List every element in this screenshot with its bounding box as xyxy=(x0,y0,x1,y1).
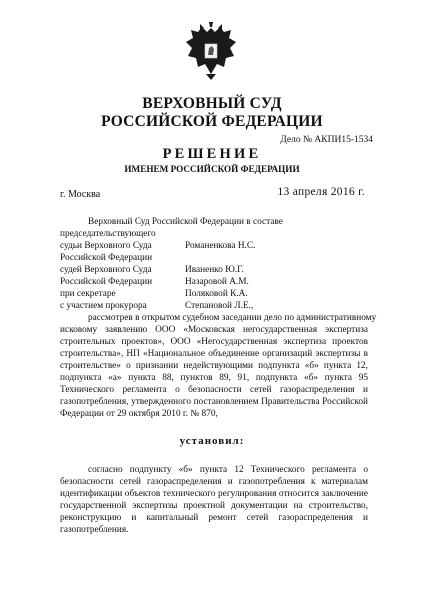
judge-name: Иваненко Ю.Г. xyxy=(185,265,244,275)
body-paragraph-line: Технического регламента о безопасности сетей газораспределения и xyxy=(60,385,368,395)
court-title-line2: РОССИЙСКОЙ ФЕДЕРАЦИИ xyxy=(101,113,323,130)
decision-title: РЕШЕНИЕ xyxy=(162,146,262,162)
composition-intro: председательствующего xyxy=(60,229,156,239)
composition-intro: Верховный Суд Российской Федерации в составе xyxy=(88,217,283,227)
secretary-role: при секретаре xyxy=(60,289,116,299)
body-paragraph-line: подпункта «а» пункта 88, пунктов 89, 91, подпункта «б» пункта 95 xyxy=(60,373,368,383)
prosecutor-role: с участием прокурора xyxy=(60,301,147,311)
prosecutor-name: Степановой Л.Е., xyxy=(185,301,254,311)
presiding-judge-name: Романенкова Н.С. xyxy=(185,241,256,251)
judge-name: Назаровой А.М. xyxy=(185,277,249,287)
body-paragraph-line: газопотребления, утвержденного постановлением Правительства Российской xyxy=(60,397,368,407)
established-paragraph-line: газопотребления. xyxy=(60,525,129,535)
established-paragraph-line: реконструкцию и капитальный ремонт сетей газораспределения и xyxy=(60,513,368,523)
body-paragraph-line: исковому заявлению ООО «Московская негосударственная экспертиза xyxy=(60,325,368,335)
decision-date: 13 апреля 2016 г. xyxy=(277,186,365,198)
established-heading: установил: xyxy=(179,435,245,447)
presiding-role: Российской Федерации xyxy=(60,253,153,263)
body-paragraph-line: строительстве» о признании недействующими подпункта «б» пункта 12, xyxy=(60,361,368,371)
presiding-role: судьи Верховного Суда xyxy=(60,241,152,251)
established-paragraph-line: безопасности сетей газораспределения и газопотребления к материалам xyxy=(60,477,368,487)
established-paragraph-line: идентификации объектов технического регулирования относится заключение xyxy=(60,489,368,499)
case-number: Дело № АКПИ15-1534 xyxy=(280,135,373,145)
established-paragraph-line: согласно подпункту «б» пункта 12 Технического регламента о xyxy=(88,465,368,475)
judges-role: судей Верховного Суда xyxy=(60,265,152,275)
body-paragraph-line: строительных проектов», ООО «Негосударственная экспертиза проектов xyxy=(60,337,368,347)
established-paragraph-line: государственной экспертизы проектной документации на строительство, xyxy=(60,501,368,511)
body-paragraph-line: рассмотрев в открытом судебном заседании дело по административному xyxy=(88,313,377,323)
court-title-line1: ВЕРХОВНЫЙ СУД xyxy=(142,95,282,112)
in-the-name-heading: ИМЕНЕМ РОССИЙСКОЙ ФЕДЕРАЦИИ xyxy=(124,164,300,174)
secretary-name: Поляковой К.А. xyxy=(185,289,248,299)
body-paragraph-line: строительства», НП «Национальное объединение организаций экспертизы в xyxy=(60,349,368,359)
judges-role: Российской Федерации xyxy=(60,277,153,287)
russian-state-emblem-icon xyxy=(182,22,240,82)
city: г. Москва xyxy=(60,189,101,200)
body-paragraph-line: Федерации от 29 октября 2010 г. № 870, xyxy=(60,409,218,419)
